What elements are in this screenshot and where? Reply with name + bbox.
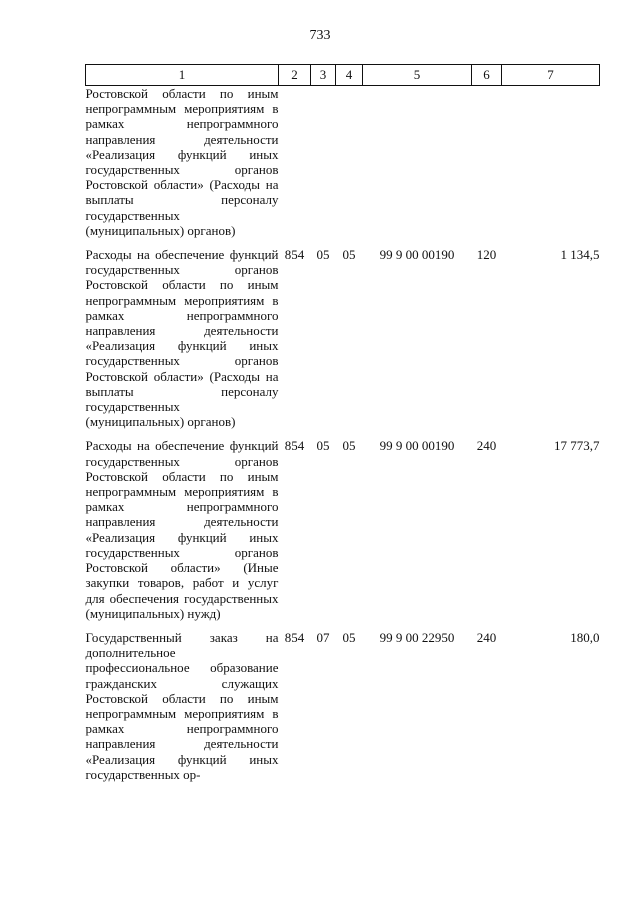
row-subsection: 05 — [342, 438, 356, 454]
table-row — [86, 438, 600, 629]
header-col-2: 2 — [279, 65, 311, 86]
row-subsection: 05 — [342, 629, 356, 645]
header-col-3: 3 — [311, 65, 336, 86]
row-expense-type: 240 — [476, 629, 497, 645]
row-section: 05 — [316, 247, 330, 263]
table-row — [86, 247, 600, 438]
row-amount — [502, 86, 600, 248]
table-row — [86, 86, 600, 248]
row-amount: 180,0 — [570, 629, 600, 645]
row-description: Расходы на обеспечение функций государственных органов Ростовской области по иным непрограммным мероприятиям в рамках непрограммного направления деятельности «Реализация функций иных государственных органов Ростовской области» (Иные закупки товаров, работ и услуг для обеспечения государственных (муниципальных) нужд) — [85, 438, 279, 621]
header-col-4: 4 — [336, 65, 363, 86]
row-ministry-code: 854 — [284, 438, 305, 454]
row-description: Расходы на обеспечение функций государственных органов Ростовской области по иным непрограммным мероприятиям в рамках непрограммного направления деятельности «Реализация функций иных государственных органов Ростовской области» (Расходы на выплаты персоналу государственных (муниципальных) органов) — [85, 247, 279, 430]
row-target-article: 99 9 00 00190 — [379, 438, 455, 454]
row-description: Ростовской области по иным непрограммным мероприятиям в рамках непрограммного направления деятельности «Реализация функций иных государственных органов Ростовской области» (Расходы на выплаты персоналу государственных (муниципальных) органов) — [85, 86, 279, 238]
row-description: Государственный заказ на дополнительное профессиональное образование гражданских служащих Ростовской области по иным непрограммным мероприятиям в рамках непрограммного направления деятельности «Реализация функций иных государственных ор- — [85, 629, 279, 782]
row-subsection: 05 — [342, 247, 356, 263]
row-ministry-code — [279, 86, 311, 248]
row-ministry-code: 854 — [284, 247, 305, 263]
row-subsection — [336, 86, 363, 248]
table-row — [86, 630, 600, 782]
header-col-1: 1 — [86, 65, 279, 86]
row-target-article — [363, 86, 472, 248]
row-expense-type: 120 — [476, 247, 497, 263]
row-amount: 1 134,5 — [560, 247, 600, 263]
row-section: 05 — [316, 438, 330, 454]
row-expense-type — [472, 86, 502, 248]
row-amount: 17 773,7 — [554, 438, 600, 454]
row-section — [311, 86, 336, 248]
page-number: 733 — [309, 28, 331, 43]
budget-table — [85, 64, 600, 782]
table-header-row — [86, 65, 600, 86]
header-col-6: 6 — [472, 65, 502, 86]
row-target-article: 99 9 00 00190 — [379, 247, 455, 263]
row-section: 07 — [316, 629, 330, 645]
row-expense-type: 240 — [476, 438, 497, 454]
row-target-article: 99 9 00 22950 — [379, 629, 455, 645]
header-col-7: 7 — [502, 65, 600, 86]
header-col-5: 5 — [363, 65, 472, 86]
row-ministry-code: 854 — [284, 629, 305, 645]
